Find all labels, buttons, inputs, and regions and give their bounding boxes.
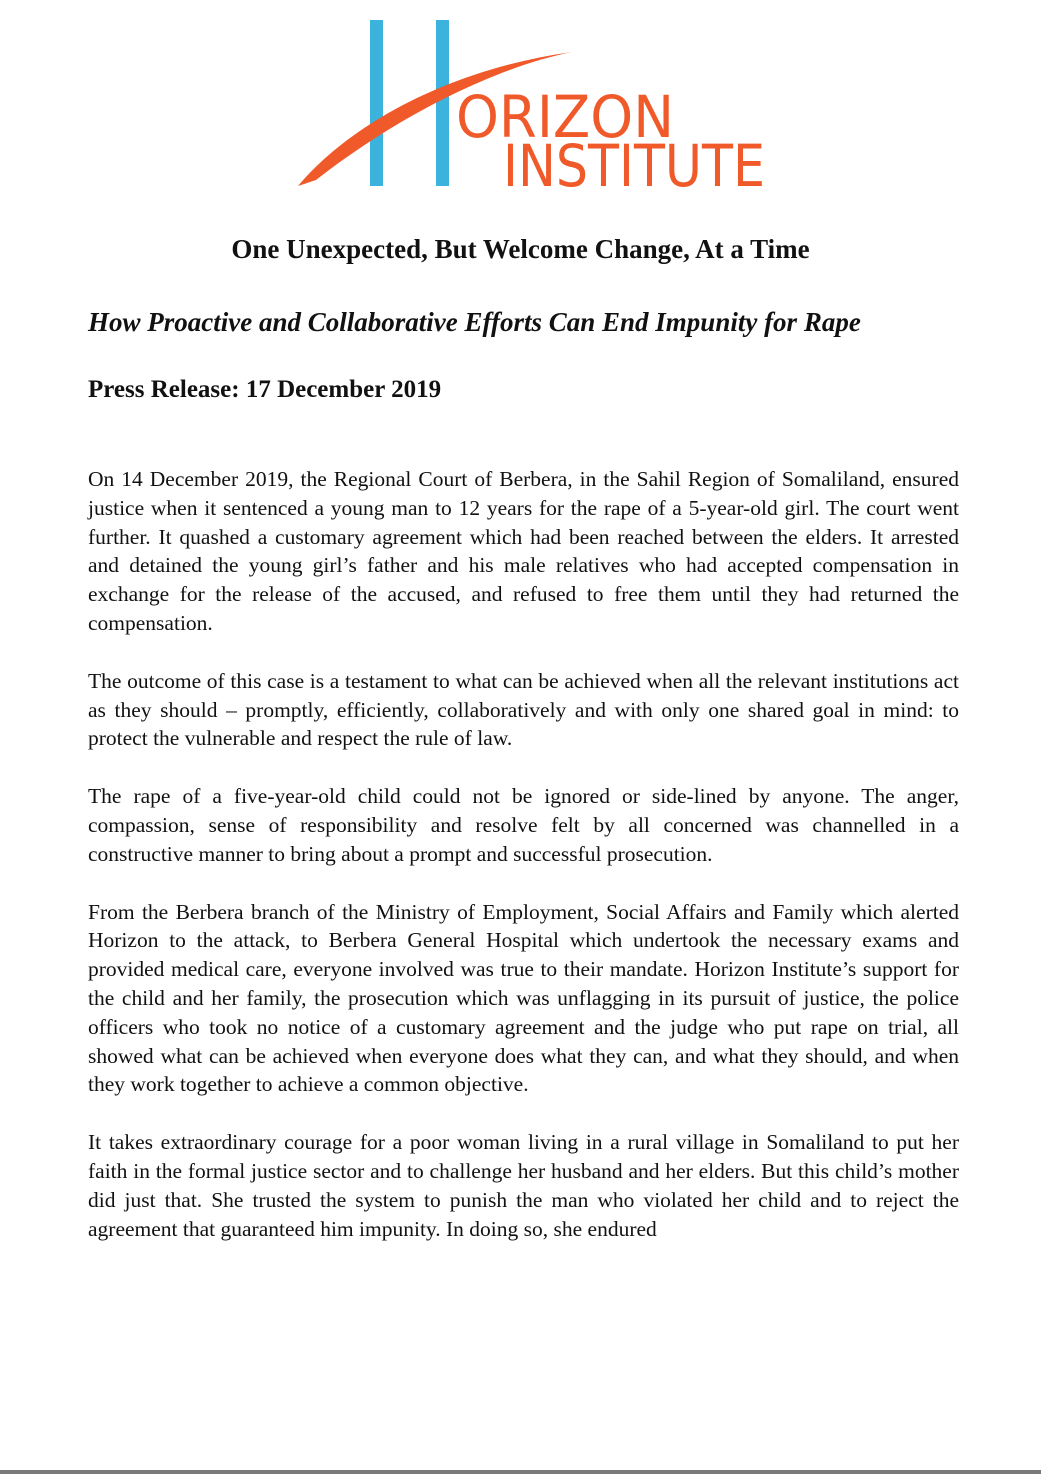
paragraph-3: The rape of a five-year-old child could not be ignored or side-lined by anyone. The anger, compassion, sense of responsibility and resolve felt by all concerned was channelled in a constructive manner to bring about a prompt and successful prosecution. — [88, 784, 959, 866]
article-body — [88, 465, 959, 1272]
logo-h-right-bar — [436, 20, 449, 186]
press-release-date: Press Release: 17 December 2019 — [88, 376, 442, 403]
logo-h-left-bar — [370, 20, 383, 186]
page-title: One Unexpected, But Welcome Change, At a Time — [231, 234, 810, 264]
paragraph-4: From the Berbera branch of the Ministry of Employment, Social Affairs and Family which alerted Horizon to the attack, to Berbera General Hospital which undertook the necessary exams and provided medical care, everyone involved was true to their mandate. Horizon Institute’s support for the child and her family, the prosecution which was unflagging in its pursuit of justice, the police officers who took no notice of a customary agreement and the judge who put rape on trial, all showed what can be achieved when everyone does what they can, and what they should, and when they work together to achieve a common objective. — [88, 899, 959, 1097]
logo-graphic — [290, 14, 780, 194]
page-subtitle: How Proactive and Collaborative Efforts Can End Impunity for Rape — [88, 307, 861, 337]
paragraph-5: It takes extraordinary courage for a poor woman living in a rural village in Somaliland to put her faith in the formal justice sector and to challenge her husband and her elders. But this child’s mother did just that. She trusted the system to punish the man who violated her child and to reject the agreement that guaranteed him impunity. In doing so, she endured — [88, 1130, 959, 1241]
page-bottom-border — [0, 1470, 1041, 1474]
paragraph-1: On 14 December 2019, the Regional Court of Berbera, in the Sahil Region of Somaliland, ensured justice when it sentenced a young man to 12 years for the rape of a 5-year-old girl. The court went further. It quashed a customary agreement which had been reached between the elders. It arrested and detained the young girl’s father and his male relatives who had accepted compensation in exchange for the release of the accused, and refused to free them until they had returned the compensation. — [88, 467, 959, 635]
horizon-institute-logo — [290, 14, 780, 194]
logo-word-institute: INSTITUTE — [503, 132, 765, 194]
logo-word-orizon: ORIZON — [456, 83, 674, 151]
paragraph-2: The outcome of this case is a testament to what can be achieved when all the relevant institutions act as they should – promptly, efficiently, collaboratively and with only one shared goal in mind: to protect the vulnerable and respect the rule of law. — [88, 668, 959, 751]
